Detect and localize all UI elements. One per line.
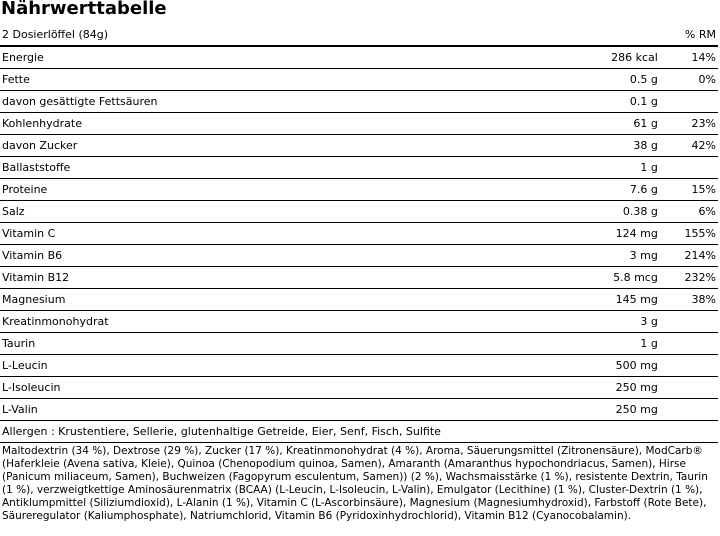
table-row [0,223,718,245]
table-row [0,135,718,157]
amount-header [505,24,659,46]
nutrient-name: Kohlenhydrate [0,113,505,135]
ingredients-list: Maltodextrin (34 %), Dextrose (29 %), Zucker (17 %), Kreatinmonohydrat (4 %), Aroma, Säuerungsmittel (Zitronensäure), ModCarb® (Haferkleie (Avena sativa, Kleie), Quinoa (Chenopodium quinoa, Samen), Amaranth (Amaranthus hypochondriacus, Samen), Hirse (Panicum miliaceum, Samen), Buchweizen (Fagopyrum esculentum, Samen)) (2 %), Wachsmaisstärke (1 %), resistente Dextrin, Taurin (1 %), verzweigtkettige Aminosäurenmatrix (BCAA) (L-Leucin, L-Isoleucin, L-Valin), Emulgator (Lecithine) (1 %), Cluster-Dextrin (1 %), Antiklumpmittel (Siliziumdioxid), L-Alanin (1 %), Vitamin C (L-Ascorbinsäure), Magnesium (Magnesiumhydroxid), Farbstoff (Rote Bete), Säureregulator (Kaliumphosphate), Natriumchlorid, Vitamin B6 (Pyridoxinhydrochlorid), Vitamin B12 (Cyanocobalamin). [2,445,708,522]
nutrient-name: Fette [0,69,505,91]
nutrient-amount: 250 mg [505,399,659,421]
table-row [0,46,718,69]
table-row [0,399,718,421]
nutrient-amount: 145 mg [505,289,659,311]
rm-header: % RM [660,24,718,46]
nutrient-name: davon gesättigte Fettsäuren [0,91,505,113]
nutrient-rm: 155% [660,223,718,245]
nutrient-name: Vitamin B12 [0,267,505,289]
nutrient-name: Vitamin B6 [0,245,505,267]
nutrient-name: L-Isoleucin [0,377,505,399]
nutrition-table [0,24,718,421]
nutrient-name: L-Valin [0,399,505,421]
nutrient-amount: 0.5 g [505,69,659,91]
table-row [0,267,718,289]
nutrient-amount: 3 g [505,311,659,333]
nutrient-rm [660,377,718,399]
table-row [0,245,718,267]
nutrient-name: Magnesium [0,289,505,311]
table-row [0,201,718,223]
page-title: Nährwerttabelle [1,0,167,19]
nutrient-amount: 0.38 g [505,201,659,223]
nutrient-rm: 23% [660,113,718,135]
nutrient-rm: 214% [660,245,718,267]
nutrient-name: Salz [0,201,505,223]
nutrient-amount: 7.6 g [505,179,659,201]
nutrient-name: davon Zucker [0,135,505,157]
nutrient-rm [660,355,718,377]
table-row [0,113,718,135]
nutrient-name: L-Leucin [0,355,505,377]
table-row [0,355,718,377]
nutrient-name: Ballaststoffe [0,157,505,179]
table-row [0,289,718,311]
table-row [0,377,718,399]
nutrient-amount: 1 g [505,157,659,179]
table-header-row [0,24,718,46]
allergen-info: Allergen : Krustentiere, Sellerie, glutenhaltige Getreide, Eier, Senf, Fisch, Sulfite [0,421,718,443]
nutrient-amount: 500 mg [505,355,659,377]
table-row [0,311,718,333]
serving-size: 2 Dosierlöffel (84g) [0,24,505,46]
nutrient-amount: 286 kcal [505,46,659,69]
nutrient-rm [660,311,718,333]
nutrient-name: Vitamin C [0,223,505,245]
table-row [0,69,718,91]
nutrient-rm [660,399,718,421]
table-row [0,157,718,179]
nutrient-name: Energie [0,46,505,69]
nutrient-amount: 0.1 g [505,91,659,113]
nutrient-amount: 5.8 mcg [505,267,659,289]
nutrient-name: Taurin [0,333,505,355]
nutrient-amount: 250 mg [505,377,659,399]
nutrient-rm [660,157,718,179]
nutrient-rm: 42% [660,135,718,157]
nutrient-name: Proteine [0,179,505,201]
nutrient-amount: 38 g [505,135,659,157]
nutrient-rm: 14% [660,46,718,69]
nutrient-amount: 124 mg [505,223,659,245]
table-row [0,91,718,113]
nutrient-amount: 3 mg [505,245,659,267]
nutrient-rm: 38% [660,289,718,311]
nutrient-rm: 232% [660,267,718,289]
nutrient-rm: 15% [660,179,718,201]
nutrient-rm: 0% [660,69,718,91]
table-row [0,333,718,355]
table-row [0,179,718,201]
nutrient-rm [660,333,718,355]
nutrient-amount: 61 g [505,113,659,135]
nutrient-amount: 1 g [505,333,659,355]
nutrient-rm [660,91,718,113]
nutrient-name: Kreatinmonohydrat [0,311,505,333]
nutrient-rm: 6% [660,201,718,223]
